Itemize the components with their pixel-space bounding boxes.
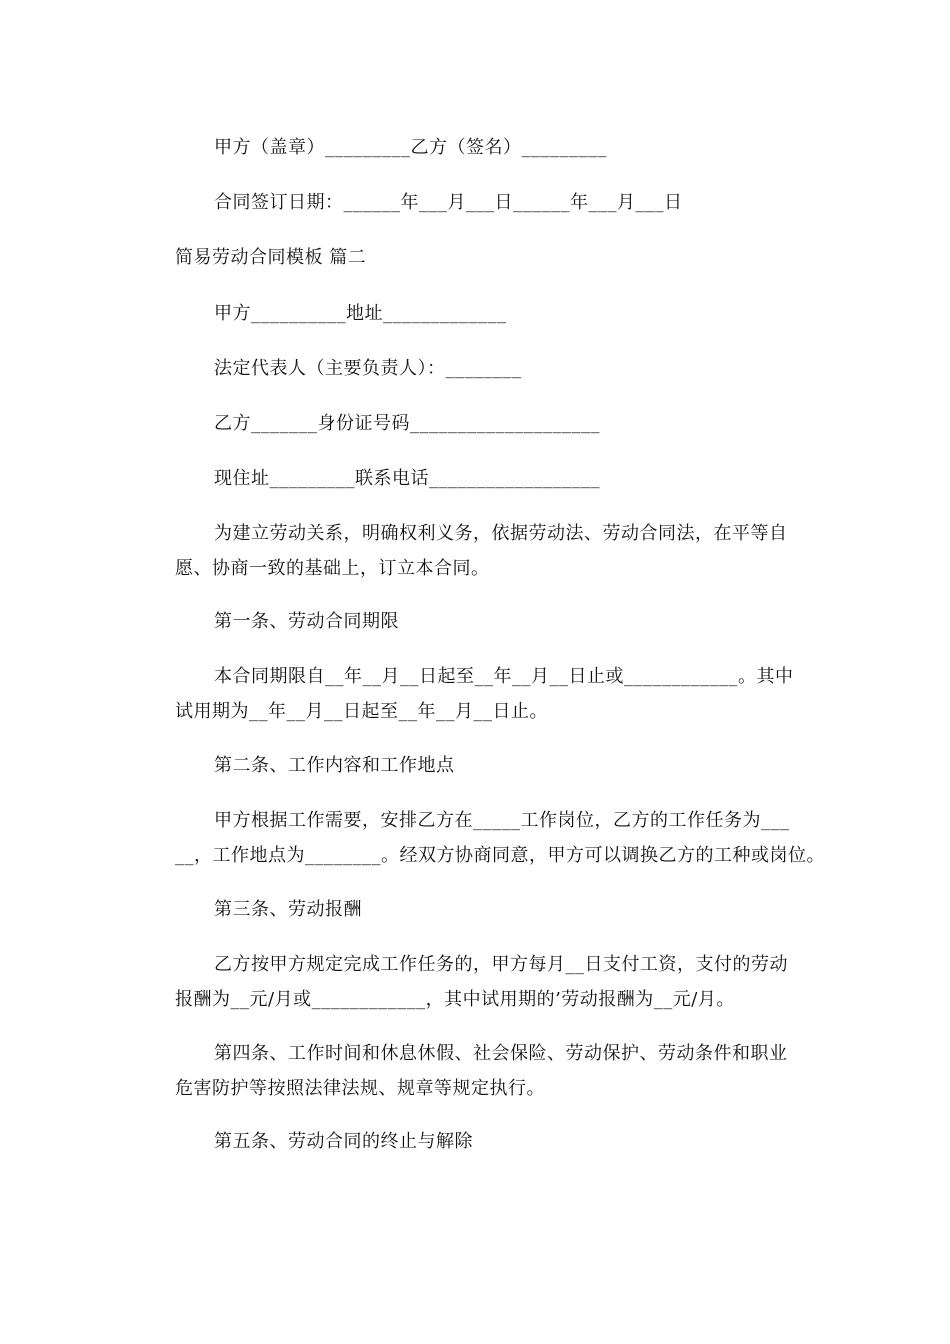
article-4-line-2: 危害防护等按照法律法规、规章等规定执行。 [175,1078,545,1099]
preamble-line-2: 愿、协商一致的基础上，订立本合同。 [175,558,490,579]
preamble-line-1: 为建立劳动关系，明确权利义务，依据劳动法、劳动合同法，在平等自 [214,523,788,544]
article-3-line-1: 乙方按甲方规定完成工作任务的，甲方每月__日支付工资，支付的劳动 [214,954,788,975]
signing-date-line: 合同签订日期：______年___月___日______年___月___日 [214,192,683,213]
address-phone-line: 现住址_________联系电话__________________ [214,468,600,489]
legal-representative-line: 法定代表人（主要负责人）：________ [214,358,522,379]
party-a-line: 甲方__________地址_____________ [214,303,507,324]
article-2-line-1: 甲方根据工作需要，安排乙方在_____工作岗位，乙方的工作任务为___ [214,810,790,831]
article-3-line-2: 报酬为__元/月或____________，其中试用期的’劳动报酬为__元/月。 [175,989,735,1010]
article-1-line-1: 本合同期限自__年__月__日起至__年__月__日止或____________。其中 [214,666,794,687]
article-1-heading: 第一条、劳动合同期限 [214,611,399,632]
article-4-line-1: 第四条、工作时间和休息休假、社会保险、劳动保护、劳动条件和职业 [214,1043,788,1064]
section-heading: 简易劳动合同模板 篇二 [175,247,367,268]
article-2-heading: 第二条、工作内容和工作地点 [214,755,455,776]
article-2-line-2: __，工作地点为________。经双方协商同意，甲方可以调换乙方的工种或岗位。 [175,845,825,866]
article-1-line-2: 试用期为__年__月__日起至__年__月__日止。 [175,701,548,722]
article-3-heading: 第三条、劳动报酬 [214,899,362,920]
article-5-heading: 第五条、劳动合同的终止与解除 [214,1131,473,1152]
signature-line: 甲方（盖章）_________乙方（签名）_________ [214,137,607,158]
party-b-line: 乙方_______身份证号码____________________ [214,413,600,434]
